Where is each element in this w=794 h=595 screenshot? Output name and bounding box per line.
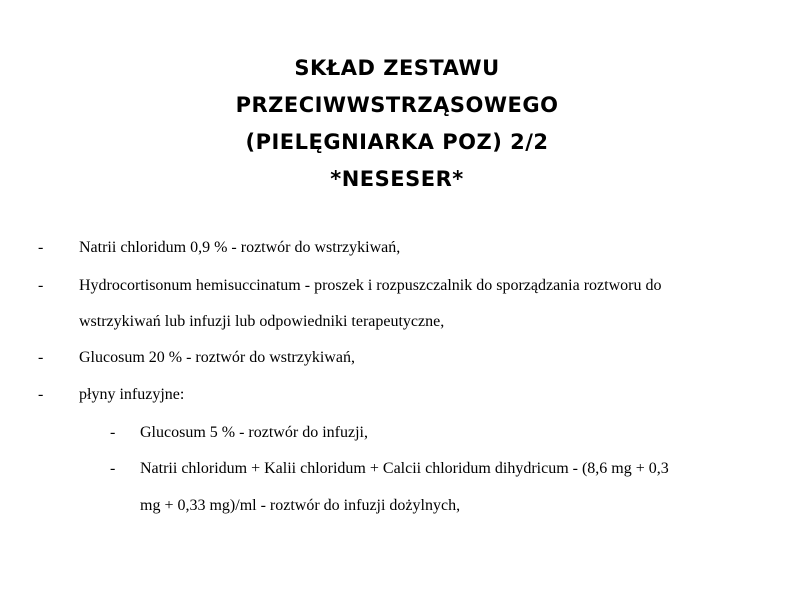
title-line-2: PRZECIWWSTRZĄSOWEGO: [235, 93, 559, 117]
title-line-1: SKŁAD ZESTAWU: [294, 56, 500, 80]
title-line-3: (PIELĘGNIARKA POZ) 2/2: [245, 130, 549, 154]
sublist-bullet: -: [110, 460, 116, 477]
list-item: płyny infuzyjne:: [79, 386, 185, 403]
list-bullet: -: [38, 349, 44, 366]
list-bullet: -: [38, 386, 44, 403]
list-bullet: -: [38, 239, 44, 256]
sublist-item: Glucosum 5 % - roztwór do infuzji,: [140, 424, 368, 441]
list-item: Glucosum 20 % - roztwór do wstrzykiwań,: [79, 349, 355, 366]
list-item: Natrii chloridum 0,9 % - roztwór do wstrzykiwań,: [79, 239, 401, 256]
sublist-item: Natrii chloridum + Kalii chloridum + Calcii chloridum dihydricum - (8,6 mg + 0,3: [140, 460, 669, 477]
list-item-continuation: wstrzykiwań lub infuzji lub odpowiedniki terapeutyczne,: [79, 313, 445, 330]
sublist-item-continuation: mg + 0,33 mg)/ml - roztwór do infuzji dożylnych,: [140, 497, 461, 514]
list-item: Hydrocortisonum hemisuccinatum - proszek i rozpuszczalnik do sporządzania roztworu do: [79, 277, 662, 294]
list-bullet: -: [38, 277, 44, 294]
title-line-4: *NESESER*: [330, 167, 464, 191]
sublist-bullet: -: [110, 424, 116, 441]
